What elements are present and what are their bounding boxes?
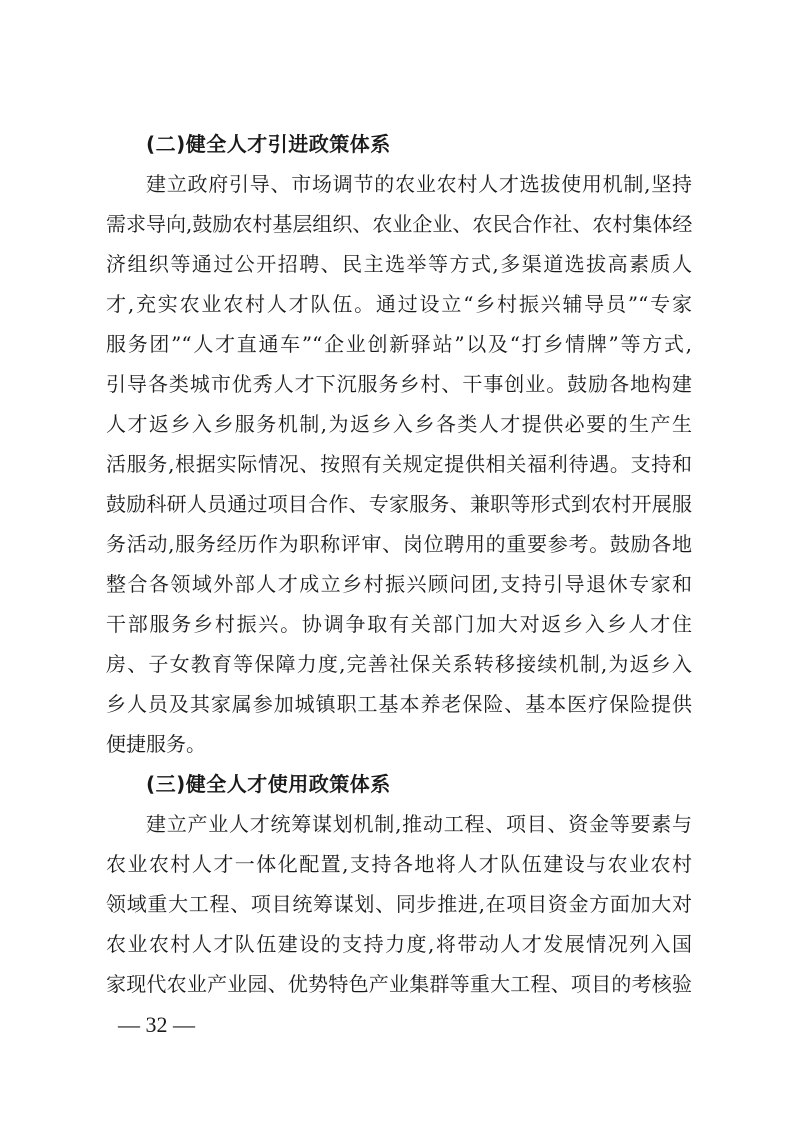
page-number: — 32 —: [118, 1012, 195, 1037]
section-heading-talent-introduction: (二)健全人才引进政策体系: [146, 132, 391, 156]
document-body: [106, 124, 692, 1004]
paragraph-line: 引导各类城市优秀人才下沉服务乡村、干事创业。鼓励各地构建: [106, 372, 692, 396]
paragraph-line: 建立产业人才统筹谋划机制,推动工程、项目、资金等要素与: [146, 812, 692, 836]
paragraph-line: 活服务,根据实际情况、按照有关规定提供相关福利待遇。支持和: [106, 452, 692, 476]
paragraph-talent-introduction: [106, 164, 692, 764]
paragraph-line: 鼓励科研人员通过项目合作、专家服务、兼职等形式到农村开展服: [106, 492, 692, 516]
paragraph-line: 整合各领域外部人才成立乡村振兴顾问团,支持引导退休专家和: [106, 572, 692, 596]
paragraph-line: 需求导向,鼓励农村基层组织、农业企业、农民合作社、农村集体经: [106, 212, 693, 236]
paragraph-line: 人才返乡入乡服务机制,为返乡入乡各类人才提供必要的生产生: [106, 412, 692, 436]
paragraph-line: 务活动,服务经历作为职称评审、岗位聘用的重要参考。鼓励各地: [106, 532, 692, 556]
paragraph-line: 乡人员及其家属参加城镇职工基本养老保险、基本医疗保险提供: [106, 692, 692, 716]
paragraph-line: 建立政府引导、市场调节的农业农村人才选拔使用机制,坚持: [146, 172, 692, 196]
paragraph-line: 服务团”“人才直通车”“企业创新驿站”以及“打乡情牌”等方式,: [106, 332, 692, 356]
paragraph-line: 农业农村人才队伍建设的支持力度,将带动人才发展情况列入国: [106, 932, 692, 956]
paragraph-line: 干部服务乡村振兴。协调争取有关部门加大对返乡入乡人才住: [106, 612, 692, 636]
paragraph-line: 房、子女教育等保障力度,完善社保关系转移接续机制,为返乡入: [106, 652, 692, 676]
paragraph-line: 便捷服务。: [106, 732, 206, 756]
paragraph-line: 家现代农业产业园、优势特色产业集群等重大工程、项目的考核验: [106, 972, 692, 996]
section-heading-talent-utilization: (三)健全人才使用政策体系: [146, 772, 391, 796]
paragraph-talent-utilization: [106, 804, 692, 1004]
paragraph-line: 才,充实农业农村人才队伍。通过设立“乡村振兴辅导员”“专家: [106, 292, 692, 316]
paragraph-line: 济组织等通过公开招聘、民主选举等方式,多渠道选拔高素质人: [106, 252, 692, 276]
paragraph-line: 领域重大工程、项目统筹谋划、同步推进,在项目资金方面加大对: [106, 892, 692, 916]
paragraph-line: 农业农村人才一体化配置,支持各地将人才队伍建设与农业农村: [106, 852, 692, 876]
